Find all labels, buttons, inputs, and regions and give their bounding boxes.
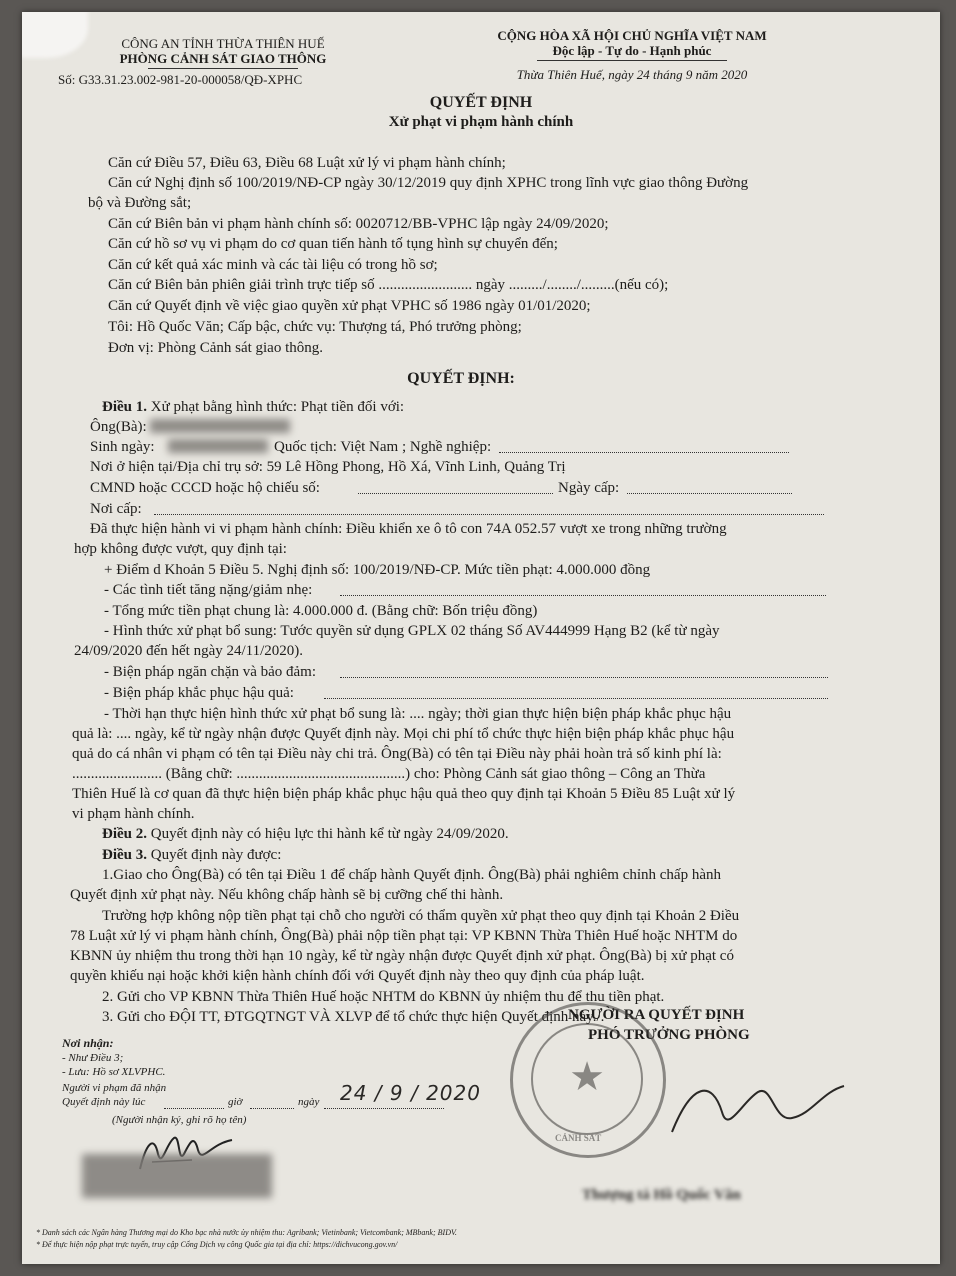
remedy-field (324, 698, 828, 699)
document-number: Số: G33.31.23.002-981-20-000058/QĐ-XPHC (58, 72, 303, 87)
person-label: Ông(Bà): (90, 419, 147, 435)
article-3-line: 78 Luật xử lý vi phạm hành chính, Ông(Bà) phải nộp tiền phạt tại: VP KBNN Thừa Thiên Huế hoặc NHTM do (70, 928, 738, 944)
article-1-heading (102, 398, 404, 416)
article-3-label: Điều 3. (102, 847, 147, 863)
address: Nơi ở hiện tại/Địa chỉ trụ sở: 59 Lê Hồng Phong, Hồ Xá, Vĩnh Linh, Quảng Trị (90, 459, 566, 475)
star-icon: ★ (569, 1054, 605, 1099)
receiver-note: (Người nhận ký, ghi rõ họ tên) (112, 1114, 247, 1126)
stamp-inner-ring (531, 1023, 643, 1135)
recipient-item: - Như Điều 3; (62, 1052, 124, 1064)
redacted-receiver-name (82, 1154, 272, 1198)
document-title: QUYẾT ĐỊNH (429, 94, 533, 111)
signer-name: Thượng tá Hồ Quốc Văn (582, 1187, 741, 1203)
article-2 (102, 825, 509, 843)
header-right (442, 28, 822, 82)
preamble-line: Căn cứ Quyết định về việc giao quyền xử phạt VPHC số 1986 ngày 01/01/2020; (108, 298, 591, 314)
term-line: - Thời hạn thực hiện hình thức xử phạt bổ sung là: .... ngày; thời gian thực hiện biện pháp khắc phục hậu (104, 706, 732, 722)
official-stamp (510, 1002, 666, 1158)
prevention-label: - Biện pháp ngăn chặn và bảo đảm: (104, 664, 317, 680)
article-1-label: Điều 1. (102, 399, 147, 415)
redacted-dob (168, 439, 268, 453)
decision-heading: QUYẾT ĐỊNH: (407, 370, 515, 387)
term-line: Thiên Huế là cơ quan đã thực hiện biện pháp khắc phục hậu quả theo quy định tại Khoản 5 Điều 85 Luật xử lý (72, 786, 736, 802)
issue-place-label: Nơi cấp: (90, 501, 142, 517)
republic-name: CỘNG HÒA XÃ HỘI CHỦ NGHĨA VIỆT NAM (497, 28, 767, 43)
preamble-line: Căn cứ Biên bản vi phạm hành chính số: 0020712/BB-VPHC lập ngày 24/09/2020; (108, 216, 609, 232)
circumstances-field (340, 595, 826, 596)
article-3-line: 2. Gửi cho VP KBNN Thừa Thiên Huế hoặc NHTM do KBNN ủy nhiệm thu để thu tiền phạt. (102, 989, 665, 1005)
receiver-hour-label: giờ (228, 1096, 243, 1108)
receiver-day-label: ngày (298, 1096, 320, 1108)
header-left (58, 36, 388, 87)
id-field (358, 493, 553, 494)
document-page (22, 12, 940, 1264)
nationality: Quốc tịch: Việt Nam ; Nghề nghiệp: (274, 439, 492, 455)
article-3-line: KBNN ủy nhiệm thu trong thời hạn 10 ngày, kể từ ngày nhận được Quyết định xử phạt. Ông(Bà) bị xử phạt có (70, 948, 734, 964)
article-2-label: Điều 2. (102, 826, 147, 842)
article-3-line: Quyết định xử phạt này. Nếu không chấp hành sẽ bị cưỡng chế thi hành. (70, 887, 504, 903)
term-line: vi phạm hành chính. (72, 806, 195, 822)
receiver-hour-field (164, 1108, 224, 1109)
preamble-line: Căn cứ hồ sơ vụ vi phạm do cơ quan tiến hành tố tụng hình sự chuyển đến; (108, 236, 558, 252)
article-1-text: Xử phạt bằng hình thức: Phạt tiền đối với: (147, 399, 405, 415)
redacted-name (150, 419, 290, 433)
preamble-line: Căn cứ Điều 57, Điều 63, Điều 68 Luật xử lý vi phạm hành chính; (108, 155, 506, 171)
signer-signature (662, 1072, 852, 1162)
stamp-text: CẢNH SÁT (555, 1133, 602, 1143)
motto: Độc lập - Tự do - Hạnh phúc (552, 43, 712, 58)
violation-line: hợp không được vượt, quy định tại: (74, 541, 287, 557)
preamble-line: Đơn vị: Phòng Cảnh sát giao thông. (108, 340, 324, 356)
term-line: quả là: .... ngày, kể từ ngày nhận được Quyết định này. Mọi chi phí tổ chức thực hiện biện pháp khắc phục hậu (72, 726, 735, 742)
header-underline (148, 68, 298, 69)
receiver-line: Người vi phạm đã nhận (62, 1082, 167, 1094)
term-line: ........................ (Bằng chữ: .............................................) cho: Phòng Cảnh sát giao thông – Công an Thừa (72, 766, 706, 782)
issue-date-label: Ngày cấp: (558, 480, 620, 496)
issue-date-field (627, 493, 792, 494)
receiver-date-field (324, 1108, 444, 1109)
agency-name: CÔNG AN TỈNH THỪA THIÊN HUẾ (121, 36, 325, 51)
receiver-minute-field (250, 1108, 294, 1109)
place-date: Thừa Thiên Huế, ngày 24 tháng 9 năm 2020 (516, 67, 748, 82)
receiver-date-handwritten: 24 / 9 / 2020 (340, 1081, 481, 1105)
dob-label: Sinh ngày: (90, 439, 155, 455)
occupation-field (499, 452, 789, 453)
violation-line: Đã thực hiện hành vi vi phạm hành chính: Điều khiển xe ô tô con 74A 052.57 vượt xe trong những trường (90, 521, 727, 537)
article-3-line: 3. Gửi cho ĐỘI TT, ĐTGQTNGT VÀ XLVP để tổ chức thực hiện Quyết định này./. (102, 1009, 605, 1025)
recipients-heading: Nơi nhận: (62, 1036, 114, 1050)
prevention-field (340, 677, 828, 678)
preamble-line: bộ và Đường sắt; (88, 195, 192, 211)
department-name: PHÒNG CẢNH SÁT GIAO THÔNG (119, 51, 327, 66)
preamble-line: Tôi: Hồ Quốc Văn; Cấp bậc, chức vụ: Thượng tá, Phó trưởng phòng; (108, 319, 522, 335)
receiver-line: Quyết định này lúc (62, 1096, 146, 1108)
penalty-item: + Điểm d Khoản 5 Điều 5. Nghị định số: 100/2019/NĐ-CP. Mức tiền phạt: 4.000.000 đồng (104, 562, 651, 578)
preamble-line: Căn cứ Nghị định số 100/2019/NĐ-CP ngày 30/12/2019 quy định XPHC trong lĩnh vực giao thông Đường (108, 175, 749, 191)
additional-penalty: 24/09/2020 đến hết ngày 24/11/2020). (74, 643, 303, 659)
footnote: * Danh sách các Ngân hàng Thương mại do Kho bạc nhà nước ủy nhiệm thu: Agribank; Vietinbank; Vietcombank; MBbank; BIDV. (36, 1228, 457, 1237)
preamble-line: Căn cứ kết quả xác minh và các tài liệu có trong hồ sơ; (108, 257, 438, 273)
issue-place-field (154, 514, 824, 515)
footnote: * Để thực hiện nộp phạt trực tuyến, truy cập Cổng Dịch vụ công Quốc gia tại địa chỉ: https://dichvucong.gov.vn/ (36, 1240, 398, 1249)
circumstances-label: - Các tình tiết tăng nặng/giảm nhẹ: (104, 582, 313, 598)
motto-underline (537, 60, 727, 61)
article-2-text: Quyết định này có hiệu lực thi hành kể từ ngày 24/09/2020. (147, 826, 509, 842)
signer-title: PHÓ TRƯỞNG PHÒNG (588, 1027, 750, 1043)
additional-penalty: - Hình thức xử phạt bổ sung: Tước quyền sử dụng GPLX 02 tháng Số AV444999 Hạng B2 (kể từ ngày (104, 623, 720, 639)
id-label: CMND hoặc CCCD hoặc hộ chiếu số: (90, 480, 320, 496)
article-3-line: 1.Giao cho Ông(Bà) có tên tại Điều 1 để chấp hành Quyết định. Ông(Bà) phải nghiêm chỉnh chấp hành (102, 867, 721, 883)
article-3-line: quyền khiếu nại hoặc khởi kiện hành chính đối với Quyết định này theo quy định của pháp luật. (70, 968, 645, 984)
term-line: quả do cá nhân vi phạm có tên tại Điều này chi trả. Ông(Bà) có tên tại Điều này phải hoàn trả số kinh phí là: (72, 746, 722, 762)
recipient-item: - Lưu: Hồ sơ XLVPHC. (62, 1066, 166, 1078)
remedy-label: - Biện pháp khắc phục hậu quả: (104, 685, 294, 701)
total-fine: - Tổng mức tiền phạt chung là: 4.000.000 đ. (Bằng chữ: Bốn triệu đồng) (104, 603, 538, 619)
document-subtitle: Xử phạt vi phạm hành chính (388, 114, 574, 130)
article-3-line: Trường hợp không nộp tiền phạt tại chỗ cho người có thẩm quyền xử phạt theo quy định tại Khoản 2 Điều (102, 908, 740, 924)
preamble-line: Căn cứ Biên bản phiên giải trình trực tiếp số ......................... ngày ........./......../.........(nếu có); (108, 277, 669, 293)
signer-role: NGƯỜI RA QUYẾT ĐỊNH (568, 1007, 745, 1023)
article-3 (102, 846, 281, 864)
article-3-text: Quyết định này được: (147, 847, 282, 863)
